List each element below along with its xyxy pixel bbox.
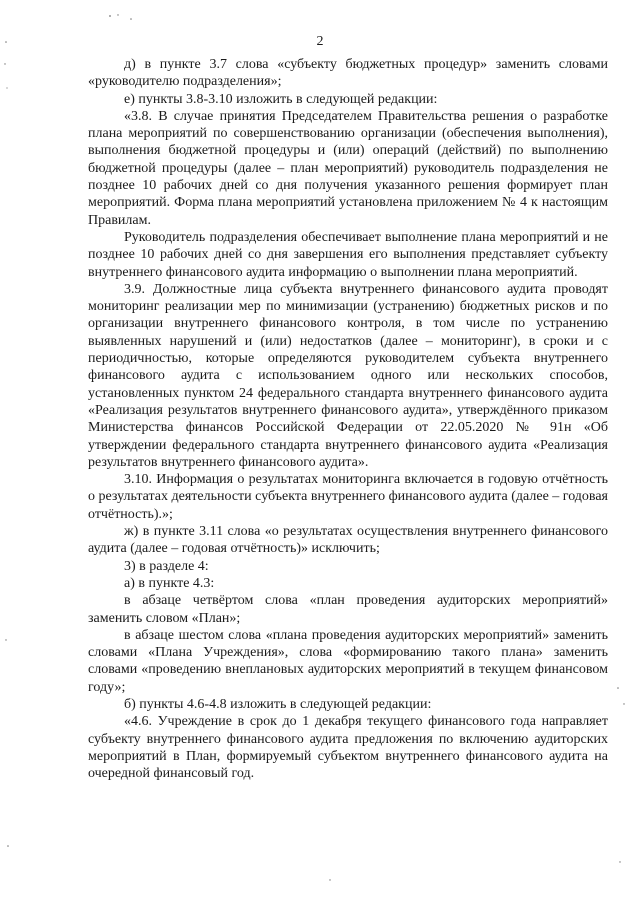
document-body bbox=[88, 56, 608, 782]
paragraph-3-8-continued: Руководитель подразделения обеспечивает выполнение плана мероприятий и не позднее 10 рабочих дней со дня завершения его выполнения представляет субъекту внутреннего финансового аудита информацию о выполнении плана мероприятий. bbox=[88, 229, 608, 280]
paragraph-3-8: «3.8. В случае принятия Председателем Правительства решения о разработке плана мероприятий по совершенствованию организации (обеспечения выполнения), выполнения бюджетной процедуры и (или) операций (действий) по выполнению бюджетной процедуры (далее – план мероприятий) руководитель подразделения не позднее 10 рабочих дней со дня получения указанного решения формирует план мероприятий. Форма плана мероприятий установлена приложением № 4 к настоящим Правилам. bbox=[88, 108, 608, 228]
paragraph-item-zh: ж) в пункте 3.11 слова «о результатах осуществления внутреннего финансового аудита (далее – годовая отчётность)» исключить; bbox=[88, 524, 608, 557]
paragraph-abzac-6: в абзаце шестом слова «плана проведения аудиторских мероприятий» заменить словами «Плана Учреждения», слова «формированию такого плана» заменить словами «проведению внеплановых аудиторских мероприятий в текущем финансовом году»; bbox=[88, 627, 608, 695]
paragraph-3-9: 3.9. Должностные лица субъекта внутреннего финансового аудита проводят мониторинг реализации мер по минимизации (устранению) бюджетных рисков и по организации внутреннего финансового контроля, в том числе по устранению выявленных нарушений и (или) недостатков (далее – мониторинг), в сроки и с периодичностью, которые определяются руководителем субъекта внутреннего финансового аудита с использованием одного или нескольких способов, установленных пунктом 24 федерального стандарта внутреннего финансового аудита «Реализация результатов внутреннего финансового аудита», утверждённого приказом Министерства финансов Российской Федерации от 22.05.2020 № 91н «Об утверждении федерального стандарта внутреннего финансового аудита «Реализация результатов внутреннего финансового аудита». bbox=[88, 281, 608, 470]
paragraph-item-a: а) в пункте 4.3: bbox=[124, 575, 215, 591]
paragraph-abzac-4: в абзаце четвёртом слова «план проведения аудиторских мероприятий» заменить словом «План»; bbox=[88, 593, 608, 626]
paragraph-item-e: е) пункты 3.8-3.10 изложить в следующей редакции: bbox=[124, 91, 438, 107]
paragraph-3-10: 3.10. Информация о результатах мониторинга включается в годовую отчётность о результатах деятельности субъекта внутреннего финансового аудита (далее – годовая отчётность).»; bbox=[88, 472, 608, 522]
paragraph-item-d: д) в пункте 3.7 слова «субъекту бюджетных процедур» заменить словами «руководителю подразделения»; bbox=[88, 57, 608, 90]
paragraph-item-b: б) пункты 4.6-4.8 изложить в следующей редакции: bbox=[124, 696, 432, 712]
paragraph-item-3: 3) в разделе 4: bbox=[124, 558, 209, 574]
paragraph-4-6: «4.6. Учреждение в срок до 1 декабря текущего финансового года направляет субъекту внутреннего финансового аудита предложения по включению аудиторских мероприятий в План, формируемый субъектом внутреннего финансового аудита на очередной финансовый год. bbox=[88, 714, 608, 782]
page-number: 2 bbox=[316, 34, 324, 49]
